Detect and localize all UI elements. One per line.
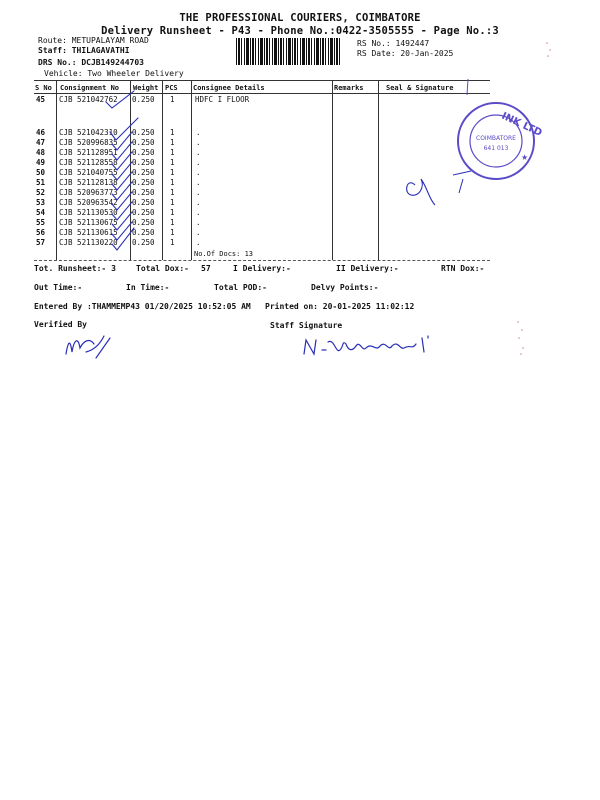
printed-on: Printed on: 20-01-2025 11:02:12 [265, 302, 415, 311]
row-consignment: CJB 520963542 [59, 198, 118, 207]
row-sno: 50 [36, 168, 46, 177]
ii-delivery: II Delivery:- [336, 264, 399, 273]
row-consignee: . [196, 198, 201, 207]
row-pcs: 1 [170, 218, 175, 227]
row-consignment: CJB 521128558 [59, 158, 118, 167]
stamp-star-icon: ★ [521, 153, 529, 162]
row-consignment: CJB 521130220 [59, 238, 118, 247]
no-of-docs: No.Of Docs: 13 [194, 250, 254, 258]
header-consignee: Consignee Details [193, 84, 265, 92]
row-consignment: CJB 521128951 [59, 148, 118, 157]
in-time: In Time:- [126, 283, 170, 292]
row-weight: 0.250 [132, 138, 155, 147]
stamp-text-top: INK LTD [499, 110, 544, 139]
row-consignment: CJB 521042310 [59, 128, 118, 137]
stamp-text-mid: COIMBATORE [476, 135, 516, 142]
row-sno: 47 [36, 138, 46, 147]
row-weight: 0.250 [132, 198, 155, 207]
row-weight: 0.250 [132, 168, 155, 177]
row-sno: 51 [36, 178, 46, 187]
drs-number: DRS No.: DCJB149244703 [38, 58, 144, 67]
table-top-border [34, 80, 490, 81]
col-divider-6 [378, 80, 379, 260]
vehicle-label: Vehicle: Two Wheeler Delivery [44, 69, 184, 78]
row-consignment: CJB 521130530 [59, 208, 118, 217]
company-seal-stamp [455, 100, 544, 182]
row-pcs: 1 [170, 188, 175, 197]
row-consignee: . [196, 178, 201, 187]
check-marks-icon [104, 88, 140, 258]
row-consignee: . [196, 128, 201, 137]
row-sno: 45 [36, 95, 46, 104]
row-consignee: . [196, 208, 201, 217]
row-sno: 57 [36, 238, 46, 247]
route-label: Route: METUPALAYAM ROAD [38, 36, 149, 45]
row-weight: 0.250 [132, 95, 155, 104]
row-pcs: 1 [170, 238, 175, 247]
header-sno: S No [35, 84, 52, 92]
row-weight: 0.250 [132, 218, 155, 227]
row-consignee: . [196, 218, 201, 227]
row-consignment: CJB 520963773 [59, 188, 118, 197]
rs-date: RS Date: 20-Jan-2025 [357, 49, 454, 58]
row-weight: 0.250 [132, 208, 155, 217]
total-dox-value: 57 [201, 264, 211, 273]
header-weight: Weight [133, 84, 159, 92]
row-consignment: CJB 520996835 [59, 138, 118, 147]
row-consignment: CJB 521130615 [59, 228, 118, 237]
col-divider-3 [162, 80, 163, 260]
row-pcs: 1 [170, 168, 175, 177]
row-consignee: HDFC I FLOOR [195, 95, 250, 104]
row-sno: 53 [36, 198, 46, 207]
header-consignment: Consignment No [60, 84, 120, 92]
out-time: Out Time:- [34, 283, 83, 292]
staff-signature [300, 332, 440, 362]
row-pcs: 1 [170, 198, 175, 207]
total-dox-label: Total Dox:- [136, 264, 189, 273]
row-consignment: CJB 521128138 [59, 178, 118, 187]
row-pcs: 1 [170, 138, 175, 147]
row-consignee: . [196, 148, 201, 157]
row-weight: 0.250 [132, 158, 155, 167]
row-sno: 46 [36, 128, 46, 137]
col-divider-4 [191, 80, 192, 260]
header-seal-signature: Seal & Signature [386, 84, 454, 92]
row-sno: 48 [36, 148, 46, 157]
row-consignee: . [196, 188, 201, 197]
row-sno: 54 [36, 208, 46, 217]
row-pcs: 1 [170, 158, 175, 167]
margin-dots-icon [514, 318, 528, 358]
col-divider-5 [332, 80, 333, 260]
company-name: THE PROFESSIONAL COURIERS, COIMBATORE [179, 12, 421, 24]
col-divider-1 [56, 80, 57, 260]
table-header-border [34, 93, 490, 94]
row-consignee: . [196, 228, 201, 237]
row-pcs: 1 [170, 178, 175, 187]
staff-label: Staff: THILAGAVATHI [38, 46, 130, 55]
delvy-points: Delvy Points:- [311, 283, 379, 292]
row-consignee: . [196, 138, 201, 147]
row-sno: 55 [36, 218, 46, 227]
verified-signature [60, 328, 120, 362]
entered-by: Entered By :THAMMEMP43 01/20/2025 10:52:05 AM [34, 302, 251, 311]
table-bottom-border [34, 260, 490, 261]
header-remarks: Remarks [334, 84, 364, 92]
header-pcs: PCS [165, 84, 178, 92]
row-pcs: 1 [170, 228, 175, 237]
row-weight: 0.250 [132, 228, 155, 237]
row-weight: 0.250 [132, 148, 155, 157]
margin-mark-icon [544, 40, 556, 60]
row-pcs: 1 [170, 95, 175, 104]
tot-runsheet: Tot. Runsheet:- 3 [34, 264, 116, 273]
row-consignment: CJB 521040755 [59, 168, 118, 177]
row-consignment: CJB 521042762 [59, 95, 118, 104]
row-weight: 0.250 [132, 188, 155, 197]
row-sno: 56 [36, 228, 46, 237]
row-consignee: . [196, 168, 201, 177]
staff-signature-label: Staff Signature [270, 321, 343, 330]
row-pcs: 1 [170, 128, 175, 137]
barcode [236, 38, 340, 65]
row-sno: 49 [36, 158, 46, 167]
row-consignment: CJB 521130675 [59, 218, 118, 227]
verified-by-label: Verified By [34, 320, 87, 329]
row-pcs: 1 [170, 148, 175, 157]
row-pcs: 1 [170, 208, 175, 217]
row-consignee: . [196, 158, 201, 167]
runsheet-title: Delivery Runsheet - P43 - Phone No.:0422-3505555 - Page No.:3 [101, 25, 499, 37]
rs-number: RS No.: 1492447 [357, 39, 430, 48]
stamp-text-bot: 641 013 [483, 145, 509, 152]
total-pod: Total POD:- [214, 283, 267, 292]
row-weight: 0.250 [132, 178, 155, 187]
row-sno: 52 [36, 188, 46, 197]
row-consignee: . [196, 238, 201, 247]
tick-mark-icon [463, 78, 473, 96]
rtn-dox: RTN Dox:- [441, 264, 485, 273]
row-weight: 0.250 [132, 128, 155, 137]
row-weight: 0.250 [132, 238, 155, 247]
i-delivery: I Delivery:- [233, 264, 291, 273]
